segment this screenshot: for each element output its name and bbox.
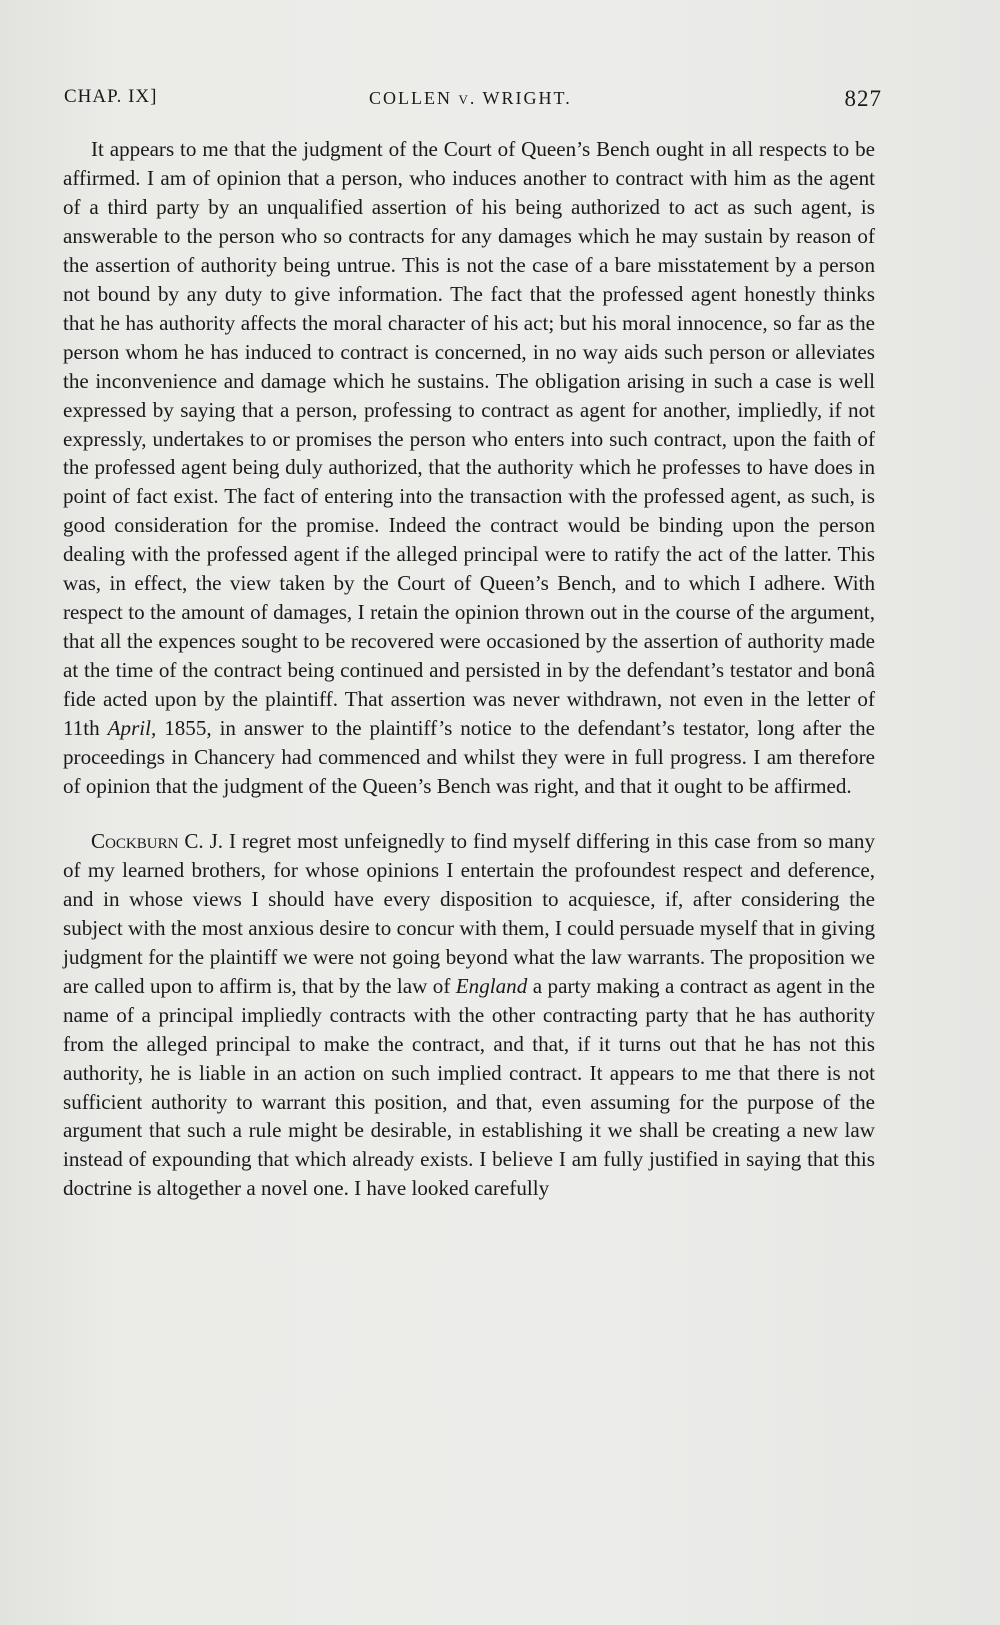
opinion-paragraph [63, 135, 875, 801]
paragraph-text: 1855, in answer to the plaintiff’s notice to the defendant’s testator, long after the proceedings in Chancery had commenced and whilst they were in full progress. I am therefore of opinion that the judgment of the Queen’s Bench was right, and that it ought to be affirmed. [63, 716, 875, 798]
page-body [63, 135, 875, 1203]
opinion-paragraph [63, 827, 875, 1203]
case-title: COLLEN v. WRIGHT. [369, 88, 572, 108]
page-number: 827 [844, 86, 882, 111]
italic-term: England [455, 973, 528, 998]
paragraph-text: a party making a contract as agent in the name of a principal impliedly contracts with the other contracting party that he has authority from the alleged principal to make the contract, and that, if it turns out that he has not this authority, he is liable in an action on such implied contract. It appears to me that there is not sufficient authority to warrant this position, and that, even assuming for the purpose of the argument that such a rule might be desirable, in establishing it we shall be creating a new law instead of expounding that which already exists. I believe I am fully justified in saying that this doctrine is altogether a novel one. I have looked carefully [63, 973, 875, 1201]
paragraph-text: It appears to me that the judgment of the Court of Queen’s Bench ought in all respects to be affirmed. I am of opinion that a person, who induces another to contract with him as the agent of a third party by an unqualified assertion of his being authorized to act as such agent, is answerable to the person who so contracts for any damages which he may sustain by reason of the assertion of authority being untrue. This is not the case of a bare misstatement by a person not bound by any duty to give information. The fact that the professed agent honestly thinks that he has authority affects the moral character of his act; but his moral innocence, so far as the person whom he has induced to contract is concerned, in no way aids such person or alleviates the inconvenience and damage which he sustains. The obligation arising in such a case is well expressed by saying that a person, professing to contract as agent for another, impliedly, if not expressly, undertakes to or promises the person who enters into such contract, upon the faith of the professed agent being duly authorized, that the authority which he professes to have does in point of fact exist. The fact of entering into the transaction with the professed agent, as such, is good consideration for the promise. Indeed the contract would be binding upon the person dealing with the professed agent if the alleged principal were to ratify the act of the latter. This was, in effect, the view taken by the Court of Queen’s Bench, and to which I adhere. With respect to the amount of damages, I retain the opinion thrown out in the course of the argument, that all the expences sought to be recovered were occasioned by the assertion of authority made at the time of the contract being continued and persisted in by the defendant’s testator and bonâ fide acted upon by the plaintiff. That assertion was never withdrawn, not even in the letter of 11th [63, 137, 875, 741]
chapter-label: CHAP. IX] [64, 86, 158, 107]
judge-name: Cockburn C. J. [91, 828, 224, 853]
running-header [64, 80, 882, 120]
italic-term: April, [107, 716, 157, 741]
paragraph-text: I regret most unfeignedly to find myself differing in this case from so many of my learned brothers, for whose opinions I entertain the profoundest respect and deference, and in whose views I should have every disposition to acquiesce, if, after considering the subject with the most anxious desire to concur with them, I could persuade myself that in giving judgment for the plaintiff we were not going beyond what the law warrants. The proposition we are called upon to affirm is, that by the law of [63, 828, 875, 998]
